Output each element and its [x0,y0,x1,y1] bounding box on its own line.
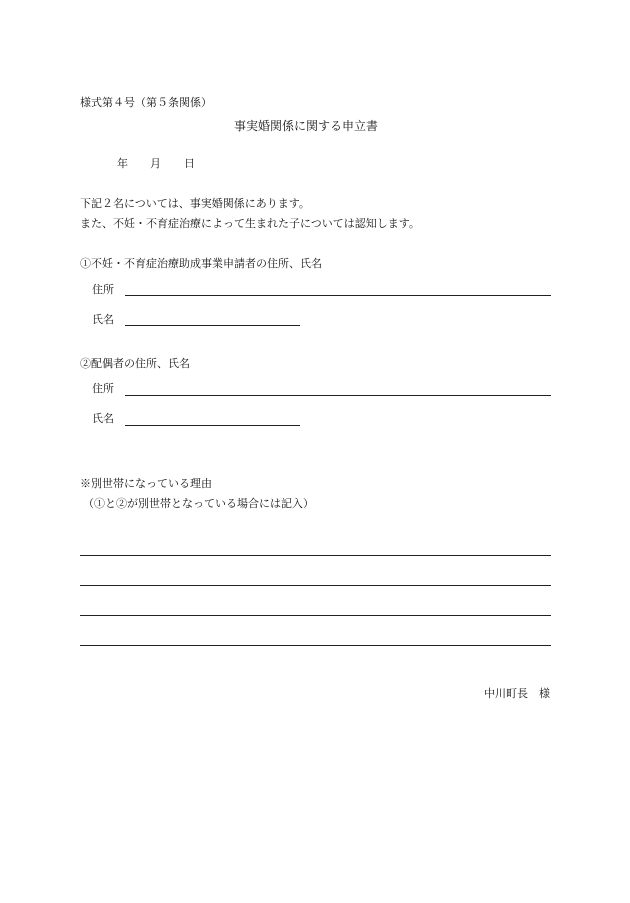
form-number: 様式第４号（第５条関係） [80,96,212,109]
spouse-name-label: 氏名 [92,412,114,425]
spouse-address-label: 住所 [92,382,114,395]
spouse-heading: ②配偶者の住所、氏名 [80,357,190,370]
addressee: 中川町長 様 [484,687,550,700]
reason-line-3[interactable] [80,615,551,616]
date-month-label: 月 [150,157,161,170]
reason-note: （①と②が別世帯となっている場合には記入） [83,497,314,510]
reason-line-4[interactable] [80,645,551,646]
intro-line-2: また、不妊・不育症治療によって生まれた子については認知します。 [80,217,420,230]
reason-line-1[interactable] [80,555,551,556]
page-title: 事実婚関係に関する申立書 [234,119,379,133]
date-year-label: 年 [117,157,128,170]
reason-line-2[interactable] [80,585,551,586]
spouse-name-field[interactable] [125,425,300,426]
date-day-label: 日 [184,157,195,170]
applicant-name-field[interactable] [125,325,300,326]
applicant-heading: ①不妊・不育症治療助成事業申請者の住所、氏名 [80,257,322,270]
applicant-address-field[interactable] [125,295,551,296]
applicant-address-label: 住所 [92,283,114,296]
reason-heading: ※別世帯になっている理由 [80,477,212,490]
spouse-address-field[interactable] [125,395,551,396]
intro-line-1: 下記２名については、事実婚関係にあります。 [80,197,310,210]
applicant-name-label: 氏名 [92,313,114,326]
